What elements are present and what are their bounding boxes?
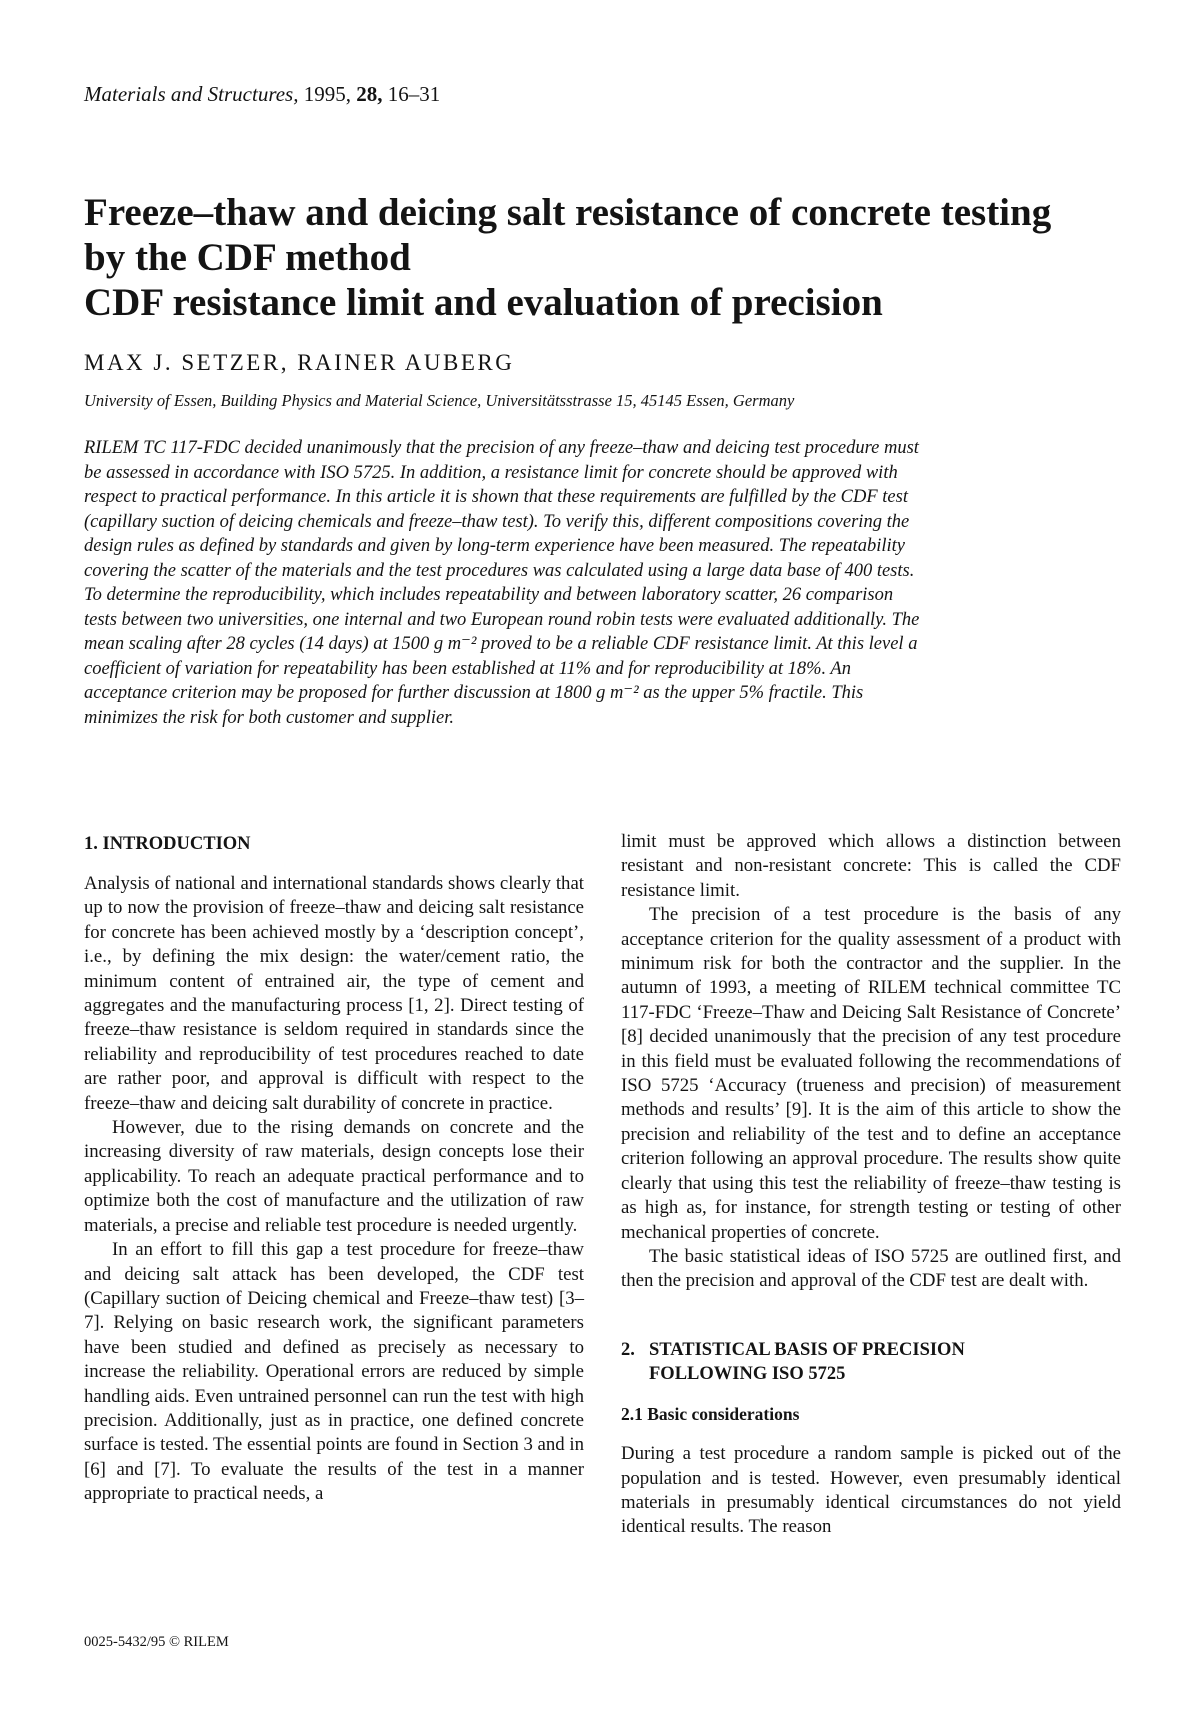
section-2-heading-line-1: STATISTICAL BASIS OF PRECISION xyxy=(649,1339,965,1360)
intro-paragraph-4: The precision of a test procedure is the basis of any acceptance criterion for the quality assessment of a product with minimum risk for both the contractor and the supplier. In the autumn of 1993, a meeting of RILEM technical committee TC 117-FDC ‘Freeze–Thaw and Deicing Salt Resistance of Concrete’ [8] decided unanimously that the precision of any test procedure in this field must be evaluated following the recommendations of ISO 5725 ‘Accuracy (trueness and precision) of measurement methods and results’ [9]. It is the aim of this article to show the precision and reliability of the test and to define an acceptance criterion following an approval procedure. The results show quite clearly that using this test the reliability of freeze–thaw testing is as high as, for instance, for strength testing or testing of other mechanical properties of concrete. xyxy=(621,904,1121,1243)
left-column xyxy=(84,832,584,1507)
intro-paragraph-3: In an effort to fill this gap a test procedure for freeze–thaw and deicing salt attack has been developed, the CDF test (Capillary suction of Deicing chemical and Freeze–thaw test) [3–7]. Relying on basic research work, the significant parameters have been studied and defined as precisely as necessary to increase the reliability. Operational errors are reduced by simple handling aids. Even untrained personnel can run the test with high precision. Additionally, just as in practice, one defined concrete surface is tested. The essential points are found in Section 3 and in [6] and [7]. To evaluate the results of the test in a manner appropriate to practical needs, a xyxy=(84,1239,584,1505)
copyright-footer: 0025-5432/95 © RILEM xyxy=(84,1634,229,1650)
abstract: RILEM TC 117-FDC decided unanimously that the precision of any freeze–thaw and deicing test procedure must be assessed in accordance with ISO 5725. In addition, a resistance limit for concrete should be approved with respect to practical performance. In this article it is shown that these requirements are fulfilled by the CDF test (capillary suction of deicing chemicals and freeze–thaw test). To verify this, different compositions covering the design rules as defined by standards and given by long-term experience have been measured. The repeatability covering the scatter of the materials and the test procedures was calculated using a large data base of 400 tests. To determine the reproducibility, which includes repeatability and between laboratory scatter, 26 comparison tests between two universities, one internal and two European round robin tests were evaluated additionally. The mean scaling after 28 cycles (14 days) at 1500 g m⁻² proved to be a reliable CDF resistance limit. At this level a coefficient of variation for repeatability has been established at 11% and for reproducibility at 18%. An acceptance criterion may be proposed for further discussion at 1800 g m⁻² as the upper 5% fractile. This minimizes the risk for both customer and supplier. xyxy=(84,438,920,728)
intro-paragraph-5: The basic statistical ideas of ISO 5725 are outlined first, and then the precision and approval of the CDF test are dealt with. xyxy=(621,1245,1121,1292)
title-line-3: CDF resistance limit and evaluation of precision xyxy=(84,281,883,324)
author-list: MAX J. SETZER, RAINER AUBERG xyxy=(84,350,515,375)
article-title xyxy=(84,190,1134,325)
subsection-2-1-heading: 2.1 Basic considerations xyxy=(621,1403,800,1424)
title-line-2: by the CDF method xyxy=(84,236,411,279)
journal-name: Materials and Structures, xyxy=(84,82,299,106)
journal-volume: 28, xyxy=(356,82,383,106)
intro-paragraph-1: Analysis of national and international standards shows clearly that up to now the provision of freeze–thaw and deicing salt resistance for concrete has been achieved mostly by a ‘description concept’, i.e., by defining the mix design: the water/cement ratio, the minimum content of entrained air, the type of cement and aggregates and the manufacturing process [1, 2]. Direct testing of freeze–thaw resistance is seldom required in standards since the reliability and reproducibility of test procedures reached to date are rather poor, and approval is difficult with respect to the freeze–thaw and deicing salt durability of concrete in practice. xyxy=(84,873,584,1114)
section-2-paragraph-1: During a test procedure a random sample is picked out of the population and is tested. However, even presumably identical materials in presumably identical circumstances do not yield identical results. The reason xyxy=(621,1443,1121,1538)
journal-year: 1995, xyxy=(303,82,351,106)
section-2-heading-line-2: FOLLOWING ISO 5725 xyxy=(649,1363,846,1384)
section-2-number: 2. xyxy=(621,1339,635,1360)
section-1-heading: 1. INTRODUCTION xyxy=(84,834,251,854)
intro-paragraph-2: However, due to the rising demands on concrete and the increasing diversity of raw materials, design concepts lose their applicability. To reach an adequate practical performance and to optimize both the cost of manufacture and the utilization of raw materials, a precise and reliable test procedure is needed urgently. xyxy=(84,1117,584,1236)
title-line-1: Freeze–thaw and deicing salt resistance of concrete testing xyxy=(84,191,1052,234)
journal-citation xyxy=(84,82,440,107)
right-column xyxy=(621,830,1121,1540)
affiliation: University of Essen, Building Physics and Material Science, Universitätsstrasse 15, 45145 Essen, Germany xyxy=(84,391,795,410)
journal-pages: 16–31 xyxy=(387,82,441,106)
intro-paragraph-3-continued: limit must be approved which allows a distinction between resistant and non-resistant concrete: This is called the CDF resistance limit. xyxy=(621,831,1121,901)
section-2-heading xyxy=(621,1338,1121,1386)
